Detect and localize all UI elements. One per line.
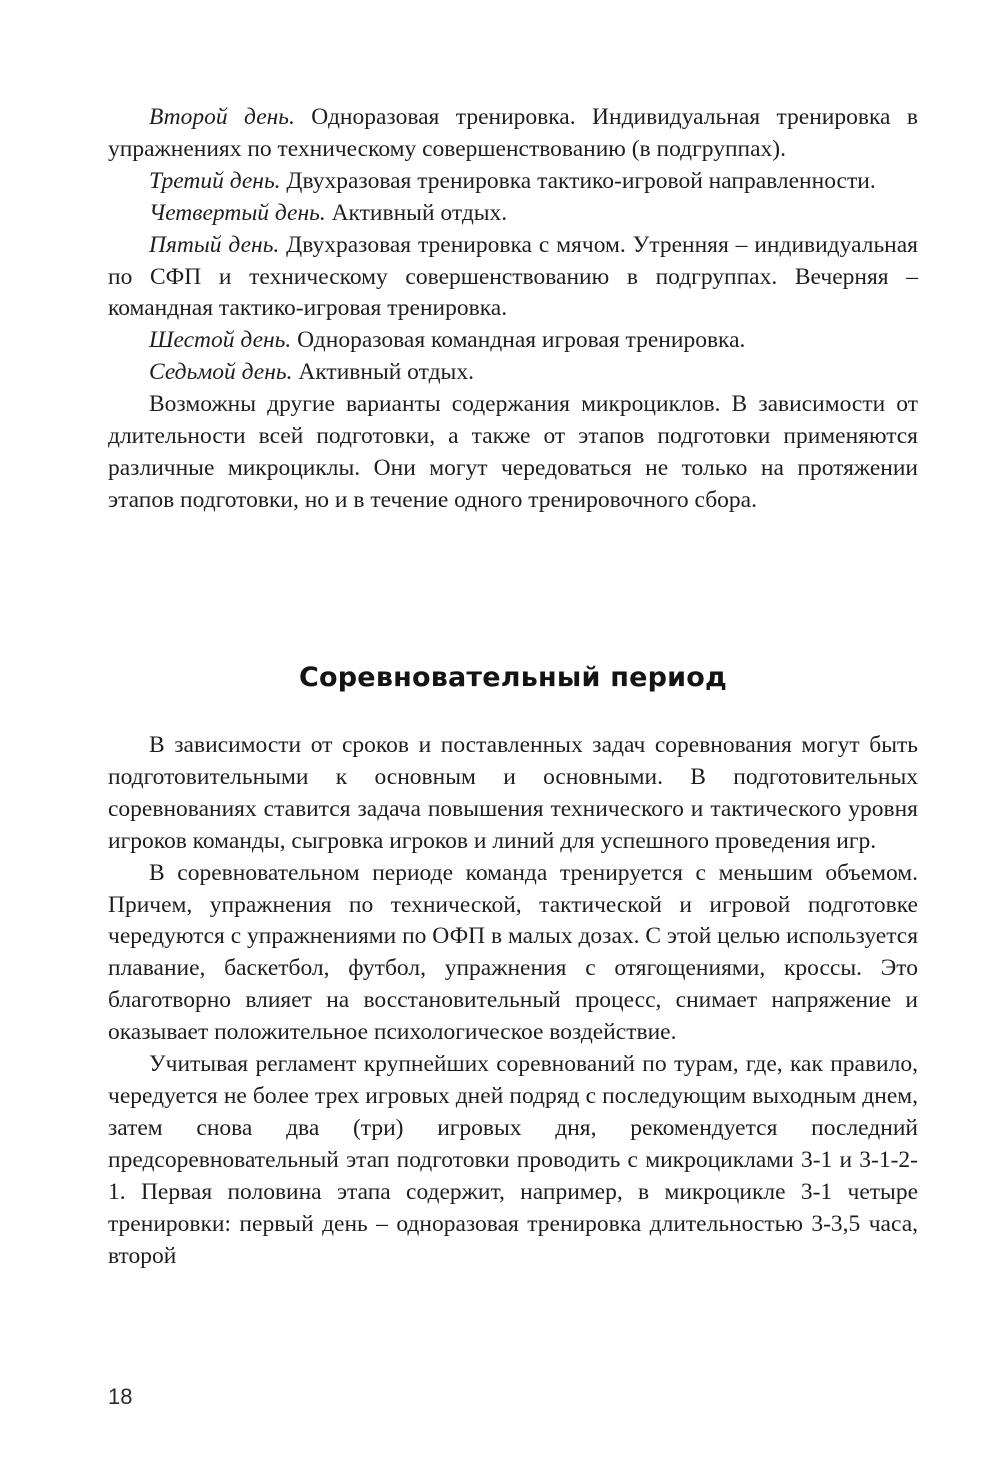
day-text: Одноразовая тренировка. Индивидуальная тренировка в упражнениях по техническому совершенствованию (в подгруппах). <box>108 104 918 162</box>
day-text: Одноразовая командная игровая тренировка. <box>291 327 746 354</box>
day-paragraph-5 <box>108 230 918 326</box>
day-paragraph-3 <box>108 166 918 198</box>
day-paragraph-2 <box>108 102 918 166</box>
training-days-block <box>108 102 918 517</box>
day-paragraph-7 <box>108 357 918 389</box>
section-paragraph-1: В зависимости от сроков и поставленных задач соревнования могут быть подготовительными к основным и основными. В подготовительных соревнованиях ставится задача повышения технического и тактического уровня игроков команды, сыгровка игроков и линий для успешного проведения игр. <box>108 732 918 854</box>
day-paragraph-6 <box>108 325 918 357</box>
day-label: Четвертый день. <box>149 199 326 226</box>
section-heading: Соревновательный период <box>299 662 727 693</box>
day-text: Активный отдых. <box>292 359 474 386</box>
day-paragraph-4 <box>108 198 918 230</box>
day-label: Третий день. <box>149 167 281 194</box>
section-paragraph-3: Учитывая регламент крупнейших соревнований по турам, где, как правило, чередуется не более трех игровых дней подряд с последующим выходным днем, затем снова два (три) игровых дня, рекомендуется последний предсоревновательный этап подготовки проводить с микроциклами 3-1 и 3-1-2-1. Первая половина этапа содержит, например, в микроцикле 3-1 четыре тренировки: первый день – одноразовая тренировка длительностью 3-3,5 часа, второй <box>108 1051 918 1269</box>
day-label: Седьмой день. <box>149 359 293 386</box>
section-paragraph-2: В соревновательном периоде команда тренируется с меньшим объемом. Причем, упражнения по технической, тактической и игровой подготовке чередуются с упражнениями по ОФП в малых дозах. С этой целью используется плавание, баскетбол, футбол, упражнения с отягощениями, кроссы. Это благотворно влияет на восстановительный процесс, снимает напряжение и оказывает положительное психологическое воздействие. <box>108 859 918 1046</box>
day-label: Шестой день. <box>149 327 292 354</box>
day-label: Пятый день. <box>149 231 280 258</box>
closing-paragraph: Возможны другие варианты содержания микроциклов. В зависимости от длительности всей подготовки, а также от этапов подготовки применяются различные микроциклы. Они могут чередоваться не только на протяжении этапов подготовки, но и в течение одного тренировочного сбора. <box>108 391 918 513</box>
day-text: Активный отдых. <box>325 199 508 226</box>
section-body <box>108 730 918 1272</box>
day-text: Двухразовая тренировка тактико-игровой направленности. <box>280 167 876 194</box>
day-label: Второй день. <box>149 104 295 130</box>
day-text: Двухразовая тренировка с мячом. Утренняя – индивидуальная по СФП и техническому совершенствованию в подгруппах. Вечерняя – командная тактико-игровая тренировка. <box>108 231 918 322</box>
page-number: 18 <box>108 1384 133 1409</box>
